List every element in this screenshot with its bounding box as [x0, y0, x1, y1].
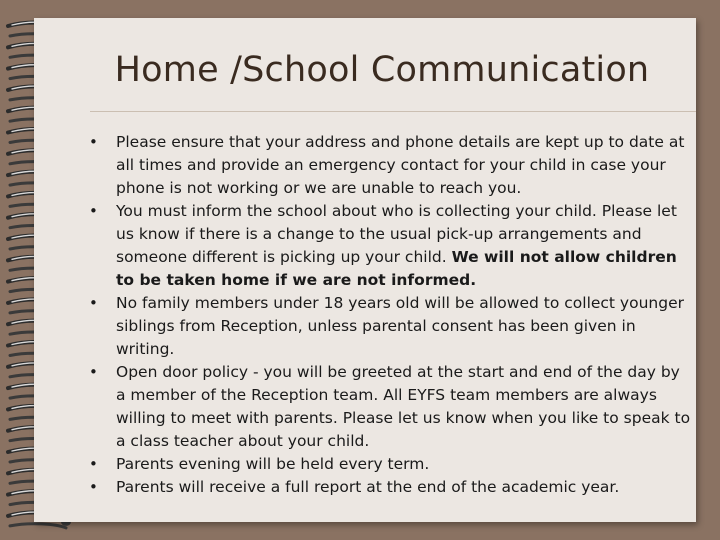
bullet-dot: •	[89, 455, 98, 473]
list-item: • Parents evening will be held every term.	[86, 453, 692, 476]
bullet-list	[86, 131, 692, 499]
list-item: • No family members under 18 years old will be allowed to collect younger siblings from Reception, unless parental consent has been given in writing.	[89, 294, 684, 358]
bullet-dot: •	[89, 202, 98, 220]
list-item: • Please ensure that your address and phone details are kept up to date at all times and provide an emergency contact for your child in case your phone is not working or we are unable to reach you.	[89, 133, 685, 197]
bullet-dot: •	[89, 294, 98, 312]
bullet-dot: •	[89, 478, 98, 496]
title-divider	[90, 111, 696, 112]
page-title: Home /School Communication	[114, 50, 650, 90]
bullet-dot: •	[89, 363, 98, 381]
list-item: • Parents will receive a full report at the end of the academic year.	[86, 476, 692, 499]
bullet-dot: •	[89, 133, 98, 151]
list-item: • You must inform the school about who is collecting your child. Please let us know if there is a change to the usual pick-up arrangements and someone different is picking up your child. We will not allow children to be taken home if we are not informed.	[89, 202, 677, 289]
emphasis-text: We will not allow children to be taken home if we are not informed.	[116, 248, 677, 289]
list-item: • Open door policy - you will be greeted at the start and end of the day by a member of the Reception team. All EYFS team members are always willing to meet with parents. Please let us know when you like to speak to a class teacher about your child.	[89, 363, 691, 450]
